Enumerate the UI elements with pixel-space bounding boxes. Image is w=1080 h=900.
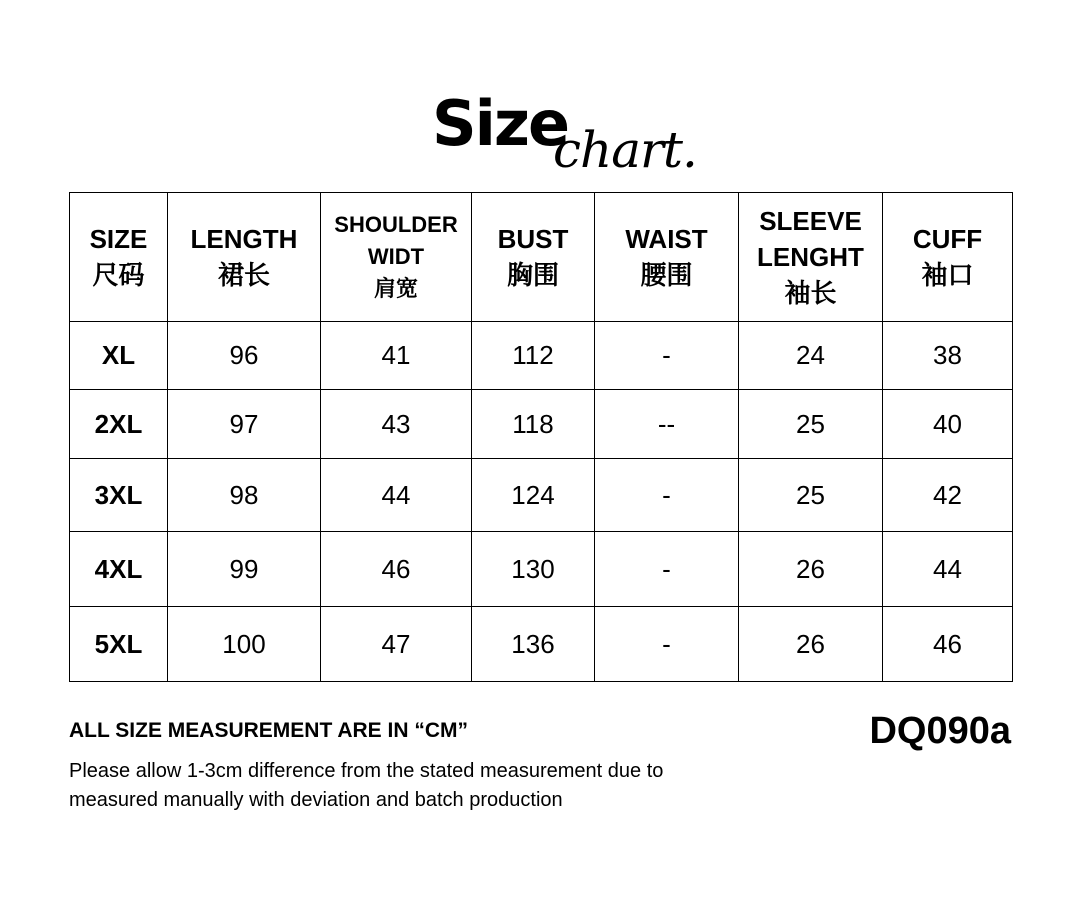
disclaimer-line-1: Please allow 1-3cm difference from the stated measurement due to [69,760,664,782]
cell-bust: 112 [472,322,595,390]
cell-cuff: 38 [883,322,1013,390]
measurement-unit-note: ALL SIZE MEASUREMENT ARE IN “CM” [69,719,469,742]
cell-waist: - [595,607,739,682]
cell-sleeve: 26 [739,607,883,682]
header-bust: BUST 胸围 [472,193,595,322]
cell-cuff: 46 [883,607,1013,682]
cell-sleeve: 25 [739,459,883,532]
title-word-size: Size [432,87,569,160]
cell-waist: - [595,459,739,532]
cell-bust: 124 [472,459,595,532]
deviation-disclaimer [69,757,769,815]
table-row [70,322,1013,390]
cell-shoulder: 43 [321,390,472,459]
header-cuff: CUFF 袖口 [883,193,1013,322]
cell-shoulder: 46 [321,532,472,607]
cell-bust: 136 [472,607,595,682]
cell-sleeve: 24 [739,322,883,390]
size-table [69,192,1013,682]
cell-size: XL [70,322,168,390]
cell-bust: 118 [472,390,595,459]
cell-size: 3XL [70,459,168,532]
table-row [70,390,1013,459]
cell-cuff: 42 [883,459,1013,532]
size-chart-title [0,84,1080,184]
cell-length: 100 [168,607,321,682]
header-size: SIZE 尺码 [70,193,168,322]
table-row [70,459,1013,532]
cell-shoulder: 47 [321,607,472,682]
cell-length: 96 [168,322,321,390]
cell-cuff: 40 [883,390,1013,459]
table-row [70,607,1013,682]
cell-cuff: 44 [883,532,1013,607]
header-length: LENGTH 裙长 [168,193,321,322]
cell-sleeve: 26 [739,532,883,607]
cell-size: 2XL [70,390,168,459]
header-waist: WAIST 腰围 [595,193,739,322]
cell-length: 97 [168,390,321,459]
cell-sleeve: 25 [739,390,883,459]
cell-length: 99 [168,532,321,607]
cell-waist: - [595,532,739,607]
table-row [70,532,1013,607]
cell-size: 4XL [70,532,168,607]
cell-size: 5XL [70,607,168,682]
cell-bust: 130 [472,532,595,607]
title-word-chart: chart. [553,121,697,179]
cell-waist: - [595,322,739,390]
product-code: DQ090a [869,710,1011,752]
cell-shoulder: 44 [321,459,472,532]
header-shoulder: SHOULDER WIDT 肩宽 [321,193,472,322]
header-sleeve: SLEEVE LENGHT 袖长 [739,193,883,322]
cell-length: 98 [168,459,321,532]
disclaimer-line-2: measured manually with deviation and batch production [69,789,563,811]
cell-shoulder: 41 [321,322,472,390]
table-header-row [70,193,1013,322]
cell-waist: -- [595,390,739,459]
